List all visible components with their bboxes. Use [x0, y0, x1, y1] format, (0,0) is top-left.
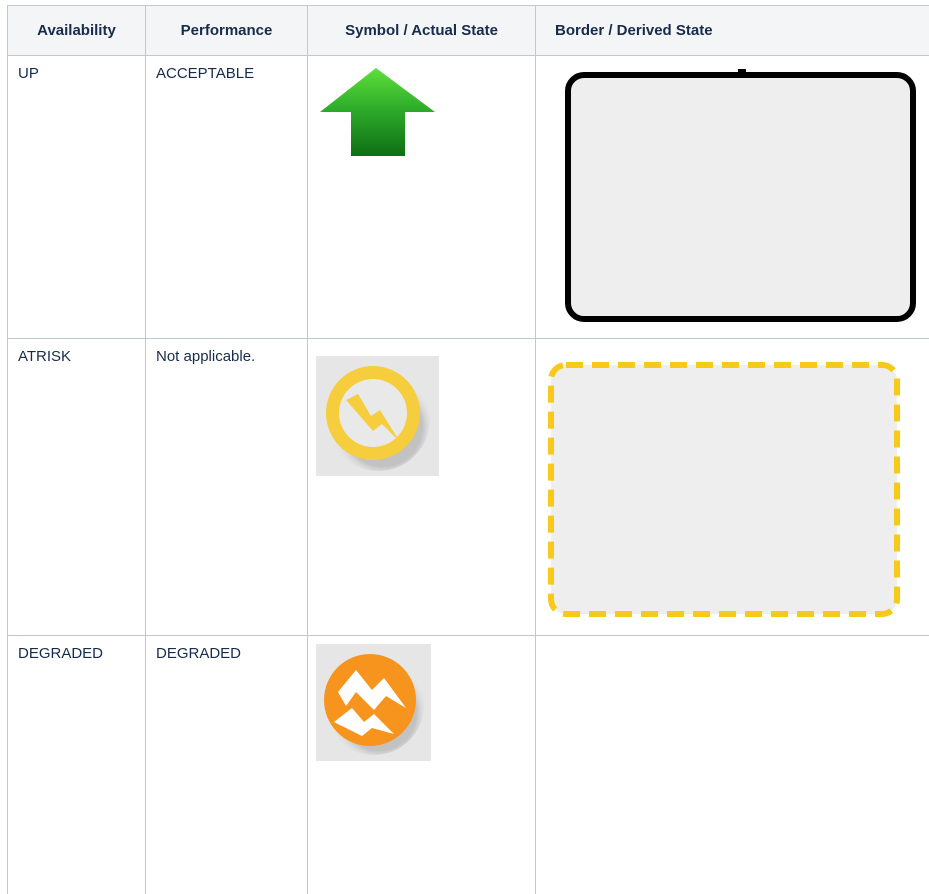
table-row — [8, 339, 929, 636]
performance-value: ACCEPTABLE — [156, 65, 255, 82]
performance-cell — [146, 636, 308, 894]
symbol-cell — [308, 339, 536, 636]
performance-value: Not applicable. — [156, 348, 256, 365]
performance-cell — [146, 339, 308, 636]
table-row — [8, 56, 929, 339]
performance-value: DEGRADED — [156, 645, 242, 662]
header-symbol-actual-state: Symbol / Actual State — [308, 6, 536, 56]
yellow-lightning-circle-icon — [316, 356, 439, 476]
availability-value: DEGRADED — [18, 645, 104, 662]
header-performance: Performance — [146, 6, 308, 56]
availability-cell — [8, 339, 146, 636]
green-up-arrow-icon — [318, 66, 438, 158]
header-border-derived-state: Border / Derived State — [536, 6, 929, 56]
state-table — [7, 5, 929, 894]
availability-value: ATRISK — [18, 348, 72, 365]
solid-black-rounded-border — [565, 69, 917, 323]
table-header-row — [8, 6, 929, 56]
border-cell — [536, 56, 929, 339]
border-cell — [536, 339, 929, 636]
availability-value: UP — [18, 65, 39, 82]
header-availability: Availability — [8, 6, 146, 56]
border-cell — [536, 636, 929, 894]
symbol-cell — [308, 56, 536, 339]
availability-cell — [8, 56, 146, 339]
table-row — [8, 636, 929, 894]
dashed-yellow-rounded-border — [547, 360, 902, 620]
orange-lightning-circle-icon — [316, 644, 431, 761]
symbol-cell — [308, 636, 536, 894]
performance-cell — [146, 56, 308, 339]
availability-cell — [8, 636, 146, 894]
